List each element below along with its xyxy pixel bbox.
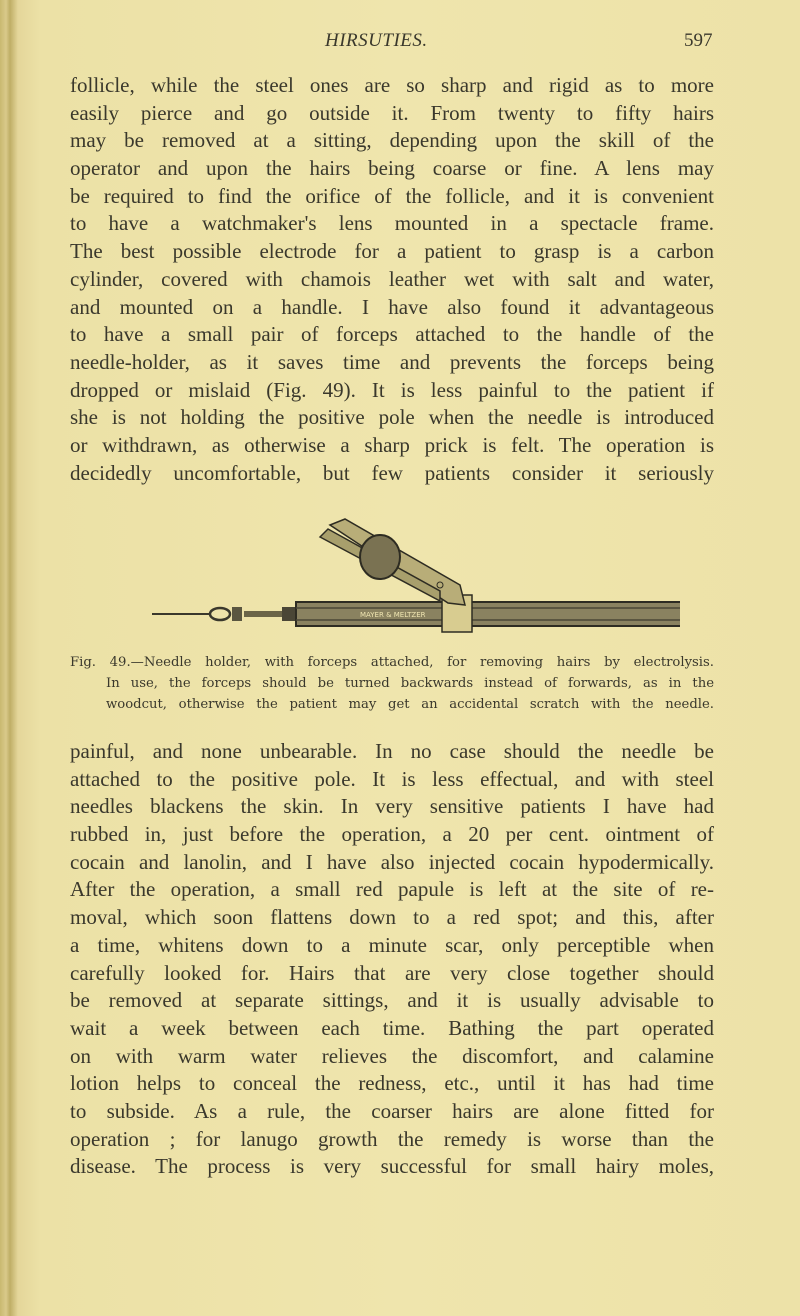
text-line: to subside. As a rule, the coarser hairs are alone fitted for	[70, 1098, 714, 1123]
paragraph-1	[70, 72, 714, 487]
text-line: After the operation, a small red papule is left at the site of re-	[70, 877, 714, 902]
text-line: a time, whitens down to a minute scar, only perceptible when	[70, 932, 714, 957]
text-line: or withdrawn, as otherwise a sharp prick is felt. The operation is	[70, 432, 714, 457]
text-line: needle-holder, as it saves time and prevents the forceps being	[70, 349, 714, 374]
text-line: on with warm water relieves the discomfort, and calamine	[70, 1043, 714, 1068]
page-number: 597	[684, 30, 713, 51]
text-line: cylinder, covered with chamois leather wet with salt and water,	[70, 266, 714, 291]
text-line: easily pierce and go outside it. From twenty to fifty hairs	[70, 100, 714, 125]
text-line: moval, which soon flattens down to a red spot; and this, after	[70, 905, 714, 930]
caption-line: In use, the forceps should be turned backwards instead of forwards, as in the	[106, 676, 714, 691]
text-line: operation ; for lanugo growth the remedy is worse than the	[70, 1126, 714, 1151]
needle-holder-illustration	[140, 515, 680, 640]
text-line: disease. The process is very successful for small hairy moles,	[70, 1154, 714, 1179]
text-line: carefully looked for. Hairs that are very close together should	[70, 960, 714, 985]
text-line: rubbed in, just before the operation, a 20 per cent. ointment of	[70, 822, 714, 847]
text-line: and mounted on a handle. I have also found it advantageous	[70, 294, 714, 319]
text-line: to have a small pair of forceps attached to the handle of the	[70, 322, 714, 347]
caption-line: woodcut, otherwise the patient may get an accidental scratch with the needle.	[106, 697, 714, 712]
text-line: lotion helps to conceal the redness, etc., until it has had time	[70, 1071, 714, 1096]
text-line: wait a week between each time. Bathing the part operated	[70, 1015, 714, 1040]
text-line: may be removed at a sitting, depending upon the skill of the	[70, 128, 714, 153]
text-line: be required to find the orifice of the follicle, and it is convenient	[70, 183, 714, 208]
text-line: cocain and lanolin, and I have also injected cocain hypodermically.	[70, 849, 714, 874]
figure-caption	[70, 652, 714, 715]
svg-text:MAYER & MELTZER: MAYER & MELTZER	[360, 611, 426, 619]
text-line: needles blackens the skin. In very sensitive patients I have had	[70, 794, 714, 819]
running-head-title: HIRSUTIES.	[325, 30, 428, 51]
caption-line: Fig. 49.—Needle holder, with forceps attached, for removing hairs by electrolysis.	[70, 655, 714, 670]
text-line: attached to the positive pole. It is less effectual, and with steel	[70, 766, 714, 791]
text-line: decidedly uncomfortable, but few patients consider it seriously	[70, 460, 714, 485]
text-line: dropped or mislaid (Fig. 49). It is less painful to the patient if	[70, 377, 714, 402]
text-line: follicle, while the steel ones are so sharp and rigid as to more	[70, 73, 714, 97]
text-line: The best possible electrode for a patient to grasp is a carbon	[70, 239, 714, 264]
text-line: operator and upon the hairs being coarse or fine. A lens may	[70, 156, 714, 181]
text-line: to have a watchmaker's lens mounted in a spectacle frame.	[70, 211, 714, 236]
text-line: painful, and none unbearable. In no case should the needle be	[70, 739, 714, 763]
text-line: she is not holding the positive pole when the needle is introduced	[70, 405, 714, 430]
paragraph-2	[70, 738, 714, 1181]
text-line: be removed at separate sittings, and it is usually advisable to	[70, 988, 714, 1013]
